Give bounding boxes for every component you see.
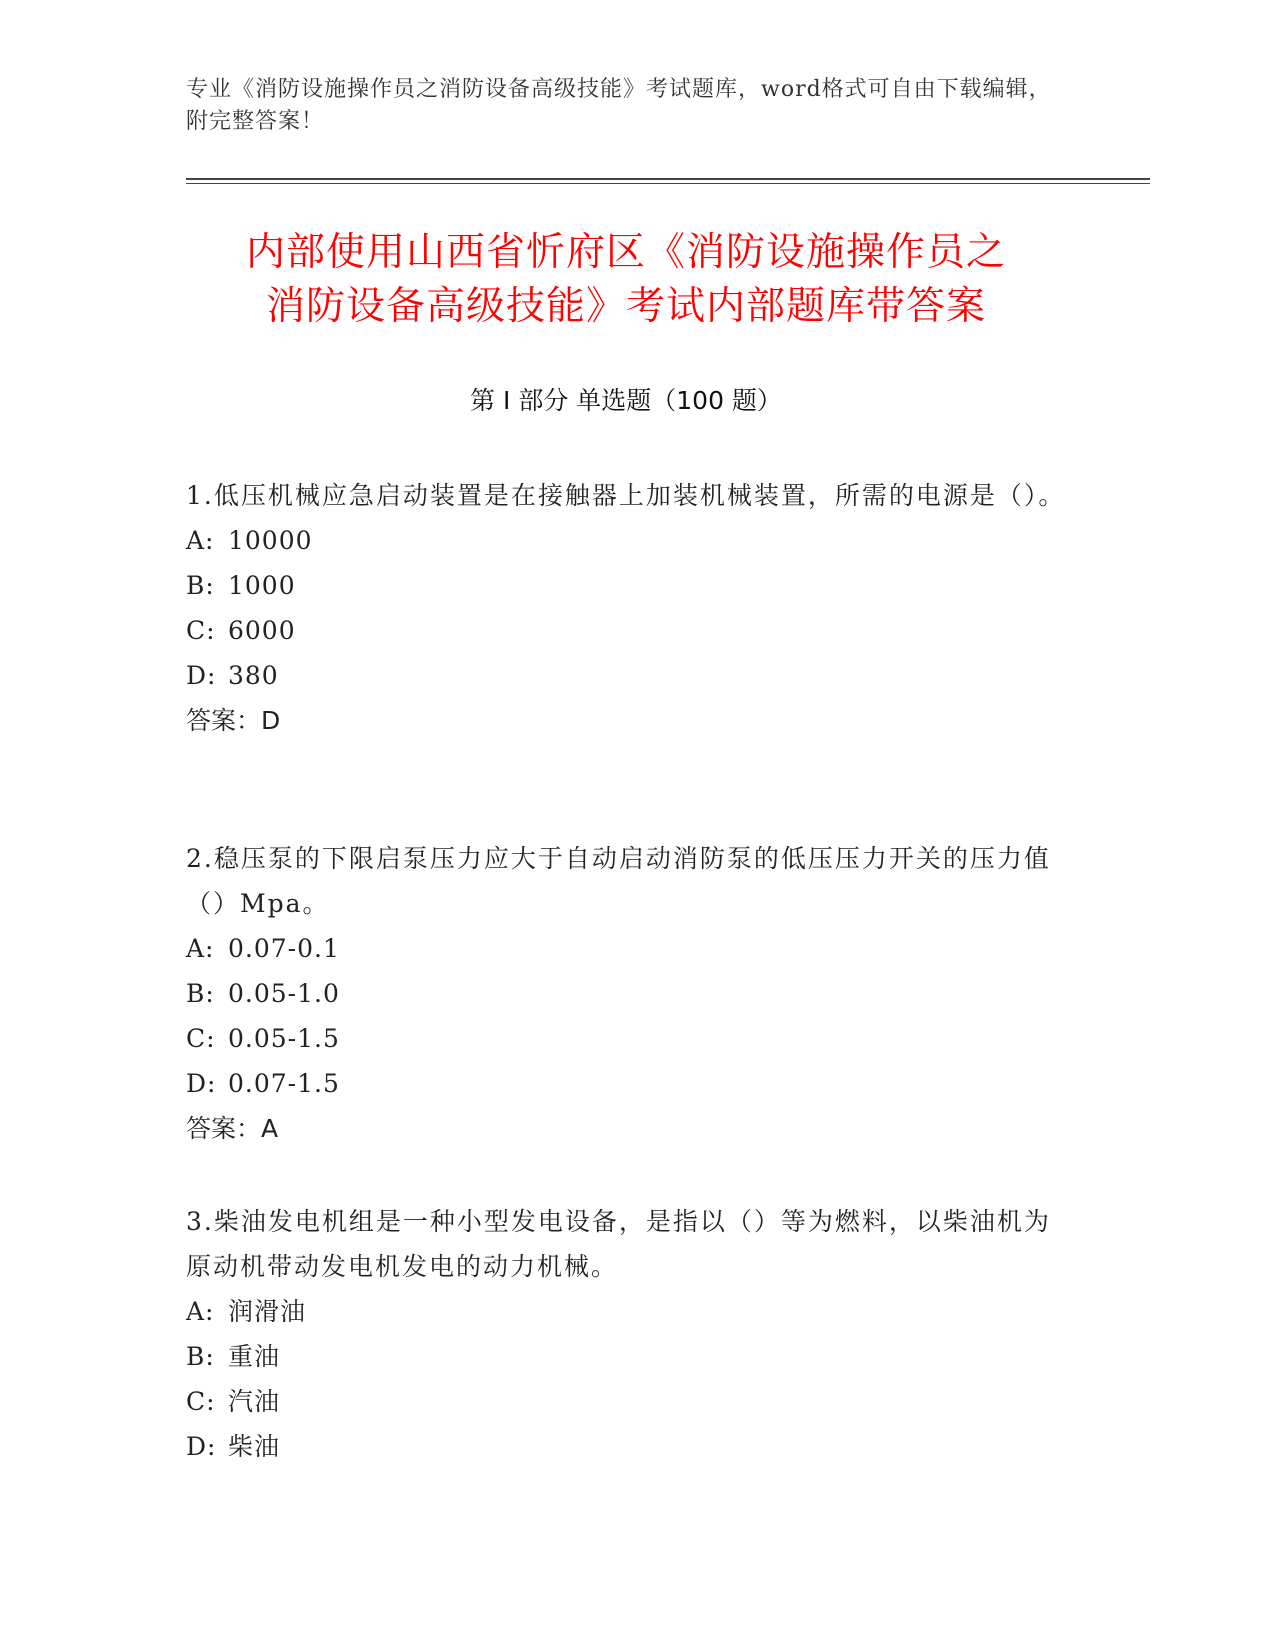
option-text: 380 (228, 661, 279, 690)
option-text: 重油 (228, 1342, 281, 1371)
option-a (186, 1289, 1066, 1334)
option-text: 0.07-0.1 (228, 934, 340, 963)
option-label: C: (186, 1387, 216, 1416)
option-label: A: (186, 934, 215, 963)
option-b (186, 971, 1066, 1016)
document-title-line-1: 内部使用山西省忻府区《消防设施操作员之 (245, 230, 1006, 275)
option-text: 0.05-1.5 (228, 1024, 340, 1053)
option-b (186, 1334, 1066, 1379)
question-3 (186, 1199, 1066, 1469)
option-label: C: (186, 616, 216, 645)
answer-line (186, 1106, 1066, 1151)
option-d (186, 1061, 1066, 1106)
option-text: 润滑油 (228, 1297, 307, 1326)
option-label: C: (186, 1024, 216, 1053)
option-c (186, 608, 1066, 653)
option-c (186, 1379, 1066, 1424)
option-text: 6000 (228, 616, 296, 645)
option-label: D: (186, 661, 217, 690)
option-label: B: (186, 571, 215, 600)
header-divider-thick (186, 178, 1150, 180)
question-stem: 3.柴油发电机组是一种小型发电设备，是指以（）等为燃料，以柴油机为原动机带动发电机发电的动力机械。 (186, 1207, 1051, 1281)
option-label: A: (186, 526, 215, 555)
answer-value: A (261, 1114, 279, 1143)
answer-prefix: 答案： (186, 1114, 262, 1143)
option-a (186, 926, 1066, 971)
document-title-line-2: 消防设备高级技能》考试内部题库带答案 (265, 284, 986, 329)
question-stem: 1.低压机械应急启动装置是在接触器上加装机械装置，所需的电源是（）。 (186, 481, 1066, 510)
header-note: 专业《消防设施操作员之消防设备高级技能》考试题库，word格式可自由下载编辑，附完整答案！ (186, 77, 1052, 134)
option-label: A: (186, 1297, 215, 1326)
header-divider-thin (186, 183, 1150, 184)
answer-line (186, 698, 1066, 743)
option-text: 10000 (228, 526, 313, 555)
option-text: 汽油 (228, 1387, 281, 1416)
option-text: 0.07-1.5 (228, 1069, 340, 1098)
question-stem: 2.稳压泵的下限启泵压力应大于自动启动消防泵的低压压力开关的压力值（）Mpa。 (186, 844, 1051, 918)
option-text: 柴油 (228, 1432, 281, 1461)
option-b (186, 563, 1066, 608)
option-label: D: (186, 1432, 217, 1461)
question-2 (186, 836, 1066, 1151)
option-text: 1000 (228, 571, 296, 600)
option-label: D: (186, 1069, 217, 1098)
answer-prefix: 答案： (186, 706, 262, 735)
option-text: 0.05-1.0 (228, 979, 340, 1008)
answer-value: D (261, 706, 281, 735)
section-title: 第 I 部分 单选题（100 题） (470, 386, 782, 415)
option-label: B: (186, 1342, 215, 1371)
option-label: B: (186, 979, 215, 1008)
document-title (186, 226, 1066, 334)
option-a (186, 518, 1066, 563)
question-1 (186, 473, 1066, 743)
option-c (186, 1016, 1066, 1061)
option-d (186, 653, 1066, 698)
option-d (186, 1424, 1066, 1469)
